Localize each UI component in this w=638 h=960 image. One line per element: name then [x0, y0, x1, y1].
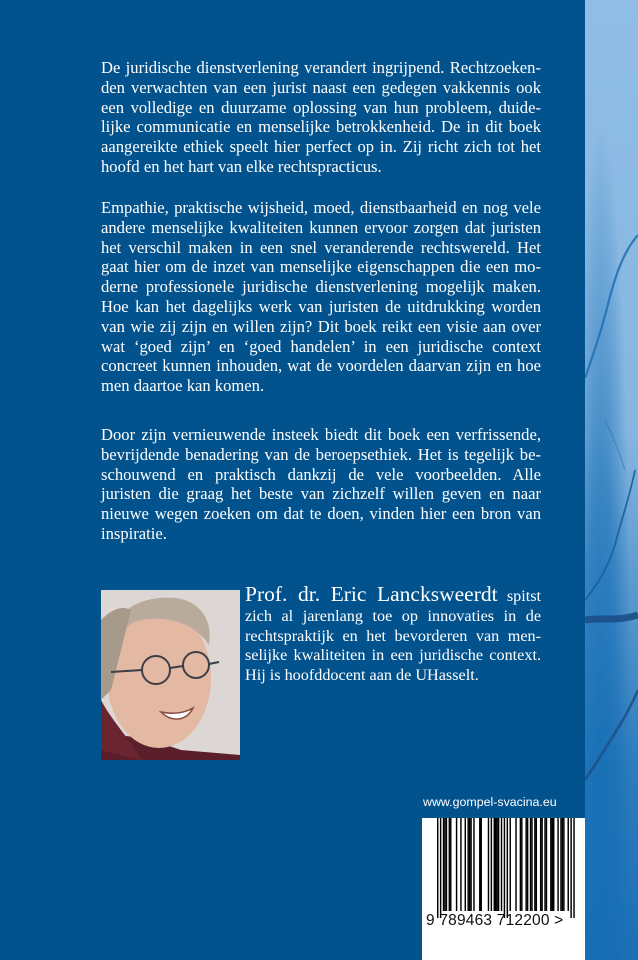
- barcode-bar: [481, 818, 482, 911]
- barcode-bar: [546, 818, 547, 911]
- barcode-bar: [557, 818, 558, 911]
- barcode-bar: [443, 818, 444, 911]
- author-bio: [245, 582, 541, 686]
- barcode-bar: [510, 818, 511, 911]
- barcode-bar: [521, 818, 522, 911]
- barcode-bar: [504, 818, 505, 918]
- barcode-bar: [479, 818, 480, 911]
- barcode-bar: [450, 818, 451, 911]
- barcode-bar: [437, 818, 438, 918]
- barcode-bar: [444, 818, 445, 911]
- author-photo: [101, 590, 240, 760]
- author-portrait-illustration: [101, 590, 240, 760]
- isbn-barcode: [422, 818, 585, 960]
- barcode-bar: [494, 818, 495, 911]
- barcode-bar: [573, 818, 574, 918]
- barcode-bar: [562, 818, 563, 911]
- barcode-bar: [488, 818, 489, 911]
- barcode-bar: [541, 818, 542, 911]
- barcode-bar: [496, 818, 497, 911]
- barcode-bar: [460, 818, 461, 911]
- barcode-bar: [501, 818, 502, 911]
- barcode-bar: [467, 818, 468, 911]
- barcode-bar: [553, 818, 554, 911]
- ink-crack-lines: [585, 0, 638, 960]
- barcode-bar: [473, 818, 474, 911]
- author-name: Prof. dr. Eric Lancksweerdt: [245, 582, 498, 606]
- barcode-bar: [563, 818, 564, 911]
- barcode-bar: [552, 818, 553, 911]
- barcode-bar: [527, 818, 528, 911]
- barcode-bar: [449, 818, 450, 911]
- barcode-bar: [531, 818, 532, 911]
- blurb-paragraph-text: De juridische dienstverlening verandert ingrijpend. Rechtzoekenden verwachten van een jurist naast een gedegen vakkennis ook een volledige en duurzame oplossing van hun probleem, duidelijke communicatie en menselijke betrokkenheid. De in dit boek aangereikte ethiek speelt hier perfect op in. Zij richt zich tot het hoofd en het hart van elke rechtspracticus.: [101, 58, 541, 176]
- barcode-bar: [456, 818, 457, 911]
- blurb-paragraph-1: [101, 58, 541, 177]
- barcode-bar: [470, 818, 471, 911]
- barcode-bar: [536, 818, 537, 911]
- blurb-paragraph-2: [101, 198, 541, 396]
- barcode-bar: [465, 818, 466, 911]
- blurb-paragraph-text: Door zijn vernieuwende insteek biedt dit boek een verfrissende, bevrijdende benadering van de beroepsethiek. Het is tegelijk beschouwend en praktisch dankzij de vele voorbeelden. Alle juristen die graag het beste van zichzelf willen geven en naar nieuwe wegen zoeken om dat te doen, vinden hier een bron van inspiratie.: [101, 425, 541, 543]
- decorative-texture-strip: [585, 0, 638, 960]
- isbn-number: 9 789463 712200 >: [426, 912, 564, 929]
- barcode-bar: [534, 818, 535, 911]
- barcode-bar: [491, 818, 492, 911]
- barcode-bar: [568, 818, 569, 911]
- barcode-bars: [422, 818, 585, 918]
- barcode-bar: [525, 818, 526, 911]
- barcode-bar: [560, 818, 561, 911]
- blurb-paragraph-text: Empathie, praktische wijsheid, moed, dienstbaarheid en nog vele andere menselijke kwaliteiten kunnen ervoor zorgen dat juristen het verschil maken in een snel veranderende rechtswereld. Het gaat hier om de inzet van menselijke eigenschappen die een moderne professionele juridische dienstverlening mogelijk maken. Hoe kan het dagelijks werk van juristen de uitdrukking worden van wie zij zijn en willen zijn? Dit boek reikt een visie aan over wat ‘goed zijn’ en ‘goed handelen’ in een juridische context concreet kunnen inhouden, wat de voordelen daarvan zijn en hoe men daartoe kan komen.: [101, 198, 541, 396]
- barcode-bar: [530, 818, 531, 911]
- blurb-paragraph-3: [101, 425, 541, 544]
- barcode-bar: [520, 818, 521, 911]
- barcode-bar: [498, 818, 499, 911]
- barcode-bar: [507, 818, 508, 918]
- barcode-bar: [540, 818, 541, 911]
- barcode-bar: [469, 818, 470, 911]
- publisher-url[interactable]: www.gompel-svacina.eu: [423, 795, 557, 809]
- barcode-bar: [570, 818, 571, 918]
- barcode-bar: [515, 818, 516, 911]
- barcode-bar: [544, 818, 545, 911]
- barcode-bar: [550, 818, 551, 911]
- barcode-bar: [440, 818, 441, 918]
- author-bio-text: spitst zich al jarenlang toe op innovaties in de rechtspraktijk en het bevorderen van menselijke kwaliteiten in een juridische context. Hij is hoofddocent aan de UHasselt.: [245, 587, 541, 685]
- barcode-bar: [446, 818, 447, 911]
- barcode-bar: [495, 818, 496, 911]
